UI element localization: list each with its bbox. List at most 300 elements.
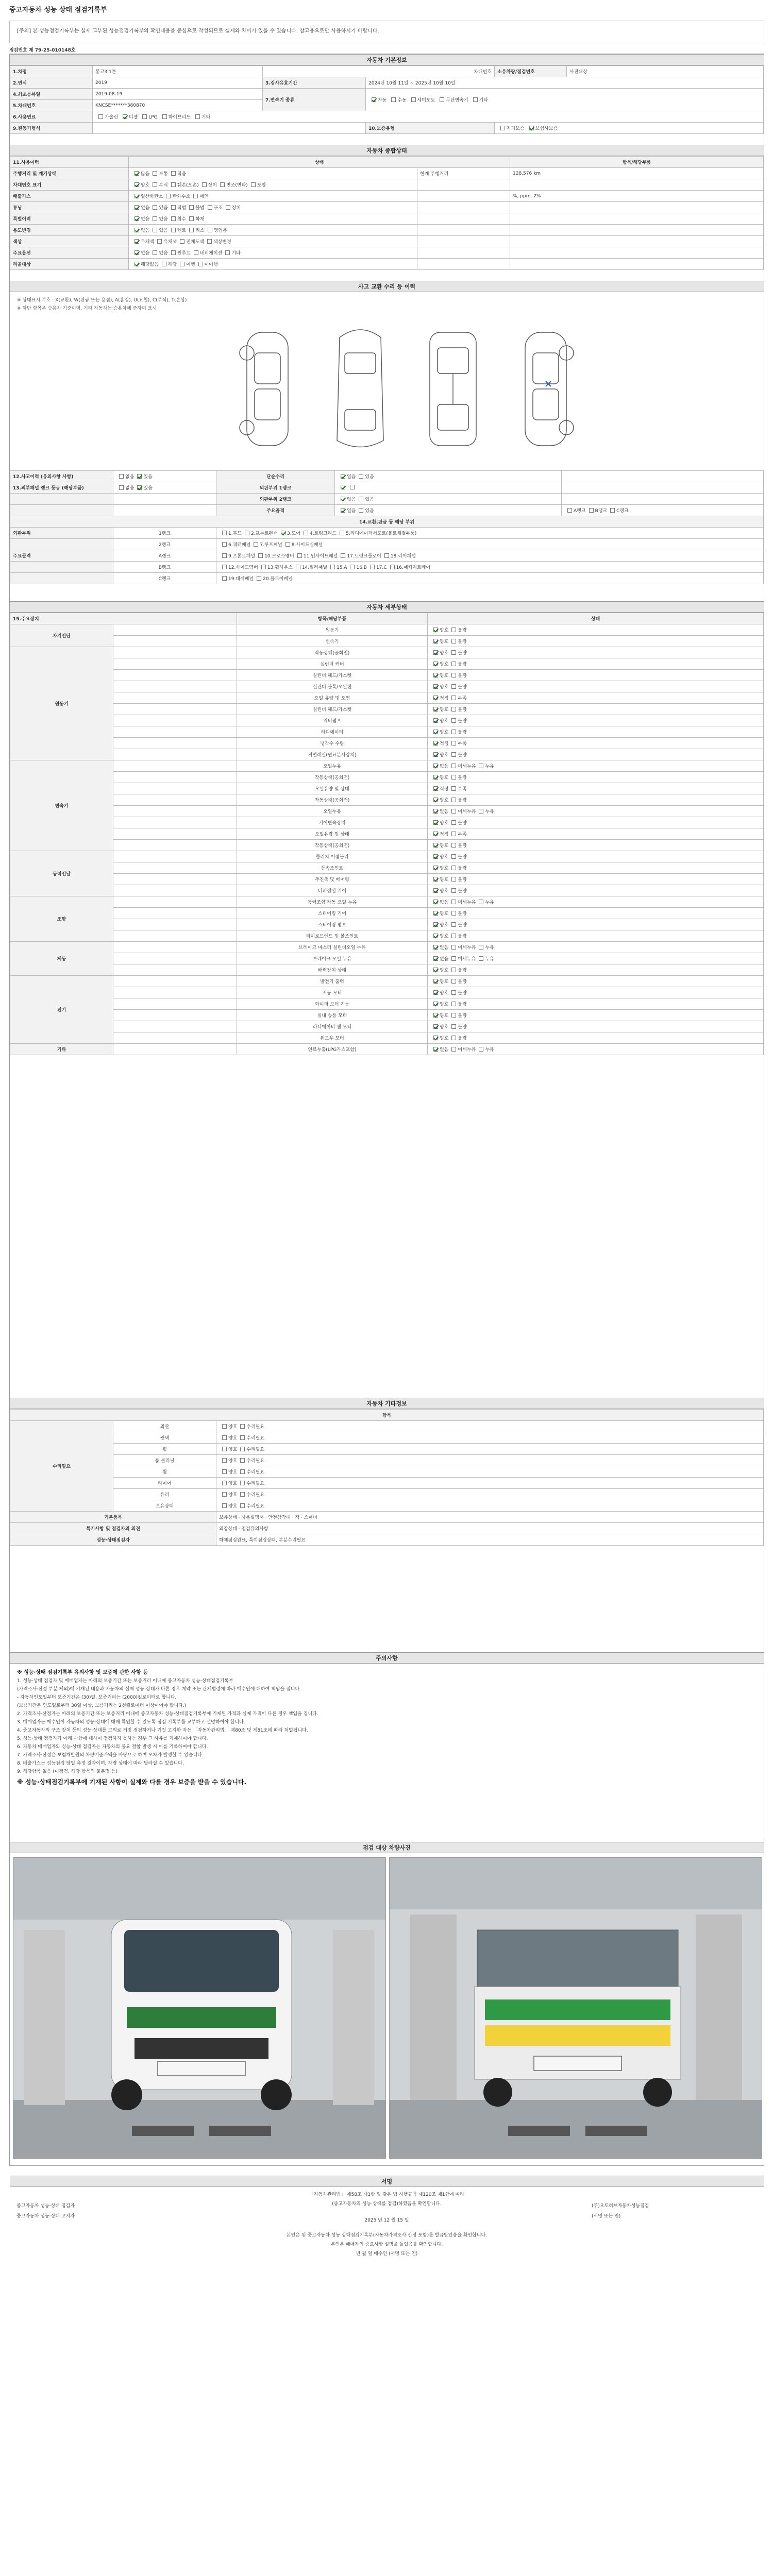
checkbox[interactable] bbox=[222, 1503, 227, 1508]
checkbox[interactable] bbox=[370, 565, 375, 569]
general-item-extra bbox=[417, 179, 510, 191]
option-label: 양호 bbox=[228, 1504, 238, 1509]
checkbox[interactable] bbox=[451, 639, 456, 643]
checkbox-checked[interactable] bbox=[433, 696, 438, 700]
checkbox[interactable] bbox=[479, 945, 483, 950]
checkbox[interactable] bbox=[451, 1002, 456, 1006]
table-row bbox=[10, 202, 764, 213]
detail-sub bbox=[113, 738, 237, 749]
checkbox-checked[interactable] bbox=[135, 182, 139, 187]
table-row bbox=[10, 1421, 764, 1432]
checkbox-checked[interactable] bbox=[433, 945, 438, 950]
checkbox[interactable] bbox=[350, 565, 355, 569]
table-row bbox=[10, 1500, 764, 1512]
general-state-table bbox=[10, 156, 764, 270]
option-label: 불량 bbox=[458, 866, 467, 871]
option-label: 수리필요 bbox=[246, 1493, 265, 1498]
checkbox[interactable] bbox=[390, 565, 395, 569]
checkbox[interactable] bbox=[297, 553, 302, 558]
detail-item-state bbox=[428, 998, 764, 1010]
checkbox-checked[interactable] bbox=[135, 250, 139, 255]
damage-item-rank bbox=[562, 494, 764, 505]
checkbox-checked[interactable] bbox=[433, 639, 438, 643]
checkbox[interactable] bbox=[142, 114, 147, 119]
checkbox[interactable] bbox=[222, 531, 227, 535]
checkbox[interactable] bbox=[359, 497, 363, 501]
checkbox[interactable] bbox=[258, 553, 263, 558]
option-label: B랭크 bbox=[595, 509, 608, 514]
option-label: 기타 bbox=[479, 98, 488, 103]
checkbox-checked[interactable] bbox=[433, 730, 438, 734]
checkbox-checked[interactable] bbox=[433, 877, 438, 882]
checkbox[interactable] bbox=[189, 228, 194, 232]
checkbox[interactable] bbox=[285, 542, 290, 547]
checkbox[interactable] bbox=[451, 741, 456, 745]
damage-item-options bbox=[335, 482, 562, 494]
checkbox[interactable] bbox=[222, 542, 227, 547]
checkbox[interactable] bbox=[451, 911, 456, 916]
checkbox[interactable] bbox=[304, 531, 308, 535]
option-label: 장치 bbox=[231, 206, 241, 211]
option-label: 불량 bbox=[458, 707, 467, 713]
checkbox[interactable] bbox=[451, 1013, 456, 1018]
detail-item-state bbox=[428, 670, 764, 681]
checkbox[interactable] bbox=[180, 239, 184, 244]
parts-group bbox=[10, 539, 113, 550]
checkbox-checked[interactable] bbox=[433, 798, 438, 802]
checkbox-checked[interactable] bbox=[137, 485, 142, 490]
checkbox[interactable] bbox=[610, 508, 615, 513]
checkbox[interactable] bbox=[440, 97, 444, 102]
notes-emphasis: ※ 성능·상태점검기록부에 기재된 사항이 실제와 다를 경우 보증을 받을 수 있습니다. bbox=[17, 1778, 247, 1786]
checkbox-checked[interactable] bbox=[433, 979, 438, 984]
checkbox-checked[interactable] bbox=[281, 531, 285, 535]
table-row bbox=[10, 236, 764, 247]
checkbox[interactable] bbox=[296, 565, 300, 569]
checkbox[interactable] bbox=[451, 843, 456, 848]
detail-sub bbox=[113, 840, 237, 851]
checkbox[interactable] bbox=[194, 250, 198, 255]
checkbox-checked[interactable] bbox=[433, 820, 438, 825]
table-row bbox=[10, 930, 764, 942]
checkbox[interactable] bbox=[451, 809, 456, 814]
table-row bbox=[10, 998, 764, 1010]
table-row bbox=[10, 168, 764, 179]
general-item-value bbox=[510, 225, 764, 236]
extra-item-state bbox=[216, 1489, 764, 1500]
checkbox[interactable] bbox=[451, 1024, 456, 1029]
sign-line: 본인은 위 중고자동차 성능·상태점검기록부(자동차가격조사·산정 포함)를 발급받았음을 확인합니다. bbox=[286, 2233, 488, 2238]
notifier-label: 중고자동차 성능·상태 고지자 bbox=[16, 2214, 75, 2219]
parts-group: 외판부위 bbox=[10, 528, 113, 539]
option-label: 수리필요 bbox=[246, 1470, 265, 1475]
checkbox-checked[interactable] bbox=[433, 1047, 438, 1052]
option-label: 불량 bbox=[458, 889, 467, 894]
checkbox[interactable] bbox=[330, 565, 335, 569]
checkbox-checked[interactable] bbox=[433, 650, 438, 655]
checkbox[interactable] bbox=[189, 216, 194, 221]
checkbox[interactable] bbox=[207, 239, 212, 244]
checkbox[interactable] bbox=[240, 1469, 245, 1474]
parts-list bbox=[216, 562, 764, 573]
checkbox[interactable] bbox=[202, 182, 207, 187]
checkbox[interactable] bbox=[451, 752, 456, 757]
checkbox[interactable] bbox=[153, 182, 157, 187]
checkbox[interactable] bbox=[451, 628, 456, 632]
checkbox[interactable] bbox=[119, 485, 124, 490]
table-row bbox=[10, 817, 764, 828]
checkbox-checked[interactable] bbox=[433, 673, 438, 677]
option-label: 불량 bbox=[458, 1025, 467, 1030]
checkbox[interactable] bbox=[451, 650, 456, 655]
checkbox-checked[interactable] bbox=[341, 485, 345, 489]
option-label: 수리필요 bbox=[246, 1459, 265, 1464]
option-label: 있음 bbox=[159, 217, 168, 222]
checkbox-checked[interactable] bbox=[433, 718, 438, 723]
notes-line: 5. 성능·상태 점검자가 아래 사항에 대하여 점검하지 못하는 경우 그 사유를 기재하여야 합니다. bbox=[17, 1736, 208, 1741]
checkbox[interactable] bbox=[451, 707, 456, 711]
checkbox[interactable] bbox=[240, 1481, 245, 1485]
checkbox[interactable] bbox=[245, 531, 249, 535]
notes-line: 1. 성능·상태 점검자 및 매매업자는 아래의 보증기간 또는 보증거리 이내에 중고자동차 성능·상태점검기록부 bbox=[17, 1679, 233, 1684]
table-row bbox=[10, 1466, 764, 1478]
checkbox[interactable] bbox=[451, 696, 456, 700]
option-label: 양호 bbox=[440, 1013, 449, 1019]
checkbox-checked[interactable] bbox=[433, 866, 438, 870]
parts-group: 주요골격 bbox=[10, 550, 113, 562]
checkbox[interactable] bbox=[153, 250, 157, 255]
checkbox[interactable] bbox=[451, 820, 456, 825]
checkbox[interactable] bbox=[359, 508, 363, 513]
checkbox-checked[interactable] bbox=[433, 786, 438, 791]
option-label: 침수 bbox=[177, 217, 187, 222]
detail-item-label: 실린더 커버 bbox=[237, 658, 428, 670]
checkbox[interactable] bbox=[261, 565, 266, 569]
checkbox-checked[interactable] bbox=[433, 956, 438, 961]
checkbox[interactable] bbox=[451, 968, 456, 972]
checkbox[interactable] bbox=[222, 565, 227, 569]
checkbox[interactable] bbox=[479, 956, 483, 961]
table-row bbox=[10, 726, 764, 738]
checkbox[interactable] bbox=[193, 194, 198, 198]
checkbox[interactable] bbox=[451, 934, 456, 938]
checkbox[interactable] bbox=[208, 205, 212, 210]
checkbox[interactable] bbox=[500, 126, 505, 130]
checkbox-checked[interactable] bbox=[433, 900, 438, 904]
option-label: 양호 bbox=[440, 1002, 449, 1007]
checkbox[interactable] bbox=[162, 262, 166, 266]
checkbox[interactable] bbox=[220, 182, 225, 187]
checkbox[interactable] bbox=[222, 1481, 227, 1485]
general-item-options bbox=[129, 168, 417, 179]
checkbox[interactable] bbox=[411, 97, 416, 102]
option-label: 해당없음 bbox=[141, 262, 159, 267]
checkbox[interactable] bbox=[340, 531, 344, 535]
basic-info-table bbox=[10, 65, 764, 134]
option-label: 불량 bbox=[458, 753, 467, 758]
checkbox[interactable] bbox=[222, 576, 227, 581]
checkbox[interactable] bbox=[198, 262, 203, 266]
table-row bbox=[10, 573, 764, 584]
checkbox[interactable] bbox=[225, 250, 230, 255]
option-label: 누유 bbox=[485, 957, 494, 962]
checkbox-checked[interactable] bbox=[123, 114, 127, 119]
option-label: 없음 bbox=[141, 217, 150, 222]
checkbox[interactable] bbox=[451, 832, 456, 836]
damage-item-options bbox=[335, 471, 562, 482]
detail-item-state bbox=[428, 658, 764, 670]
detail-sub bbox=[113, 1044, 237, 1055]
table-row bbox=[10, 681, 764, 692]
checkbox-checked[interactable] bbox=[433, 1024, 438, 1029]
checkbox[interactable] bbox=[451, 764, 456, 768]
option-label: 미세누유 bbox=[458, 1047, 476, 1053]
extra-item-label: 외관 bbox=[113, 1421, 216, 1432]
checkbox-checked[interactable] bbox=[135, 239, 139, 244]
checkbox[interactable] bbox=[119, 474, 124, 479]
checkbox[interactable] bbox=[391, 97, 396, 102]
checkbox-checked[interactable] bbox=[135, 216, 139, 221]
option-label: 훼손(오손) bbox=[177, 183, 199, 188]
warranty-options bbox=[495, 123, 764, 134]
option-label: 불량 bbox=[458, 639, 467, 645]
checkbox-checked[interactable] bbox=[433, 752, 438, 757]
checkbox[interactable] bbox=[451, 922, 456, 927]
checkbox[interactable] bbox=[171, 216, 176, 221]
checkbox-checked[interactable] bbox=[433, 741, 438, 745]
checkbox-checked[interactable] bbox=[433, 1002, 438, 1006]
detail-item-state bbox=[428, 840, 764, 851]
checkbox[interactable] bbox=[451, 979, 456, 984]
detail-sub bbox=[113, 953, 237, 964]
option-label: 14.필러패널 bbox=[301, 565, 327, 570]
checkbox[interactable] bbox=[153, 228, 157, 232]
option-label: 없음 bbox=[440, 900, 449, 905]
detail-item-label: 오일누유 bbox=[237, 806, 428, 817]
checkbox[interactable] bbox=[222, 553, 227, 558]
checkbox[interactable] bbox=[451, 718, 456, 723]
option-label: 수리필요 bbox=[246, 1447, 265, 1452]
checkbox[interactable] bbox=[157, 239, 162, 244]
checkbox[interactable] bbox=[451, 990, 456, 995]
checkbox[interactable] bbox=[473, 97, 478, 102]
checkbox[interactable] bbox=[153, 171, 157, 176]
option-label: 적음 bbox=[177, 172, 187, 177]
checkbox[interactable] bbox=[166, 194, 171, 198]
table-row bbox=[10, 896, 764, 908]
table-row bbox=[10, 942, 764, 953]
checkbox[interactable] bbox=[171, 228, 176, 232]
option-label: 양호 bbox=[228, 1436, 238, 1441]
checkbox[interactable] bbox=[451, 786, 456, 791]
detail-sub bbox=[113, 760, 237, 772]
checkbox[interactable] bbox=[451, 866, 456, 870]
checkbox[interactable] bbox=[479, 764, 483, 768]
checkbox[interactable] bbox=[451, 945, 456, 950]
checkbox[interactable] bbox=[171, 171, 176, 176]
option-label: 미이행 bbox=[204, 262, 218, 267]
checkbox-checked[interactable] bbox=[433, 707, 438, 711]
detail-item-label: 연료누출(LPG가스포함) bbox=[237, 1044, 428, 1055]
checkbox[interactable] bbox=[384, 553, 389, 558]
table-row bbox=[10, 471, 764, 482]
checkbox[interactable] bbox=[171, 250, 176, 255]
table-row bbox=[10, 738, 764, 749]
checkbox-checked[interactable] bbox=[135, 228, 139, 232]
checkbox[interactable] bbox=[479, 1047, 483, 1052]
checkbox[interactable] bbox=[222, 1492, 227, 1497]
checkbox-checked[interactable] bbox=[341, 474, 345, 479]
checkbox[interactable] bbox=[567, 508, 572, 513]
checkbox[interactable] bbox=[451, 775, 456, 779]
extra-item-state bbox=[216, 1466, 764, 1478]
checkbox-checked[interactable] bbox=[135, 205, 139, 210]
checkbox[interactable] bbox=[359, 474, 363, 479]
checkbox[interactable] bbox=[222, 1435, 227, 1440]
checkbox-checked[interactable] bbox=[135, 194, 139, 198]
checkbox-checked[interactable] bbox=[135, 171, 139, 176]
checkbox[interactable] bbox=[451, 1036, 456, 1040]
checkbox-checked[interactable] bbox=[433, 662, 438, 666]
table-row bbox=[10, 874, 764, 885]
checkbox[interactable] bbox=[240, 1447, 245, 1451]
checkbox[interactable] bbox=[222, 1469, 227, 1474]
checkbox-checked[interactable] bbox=[433, 922, 438, 927]
checkbox[interactable] bbox=[341, 553, 345, 558]
checkbox[interactable] bbox=[195, 114, 200, 119]
section-basic-title: 자동차 기본정보 bbox=[10, 54, 764, 65]
checkbox[interactable] bbox=[451, 684, 456, 689]
detail-item-label: 오일 유량 및 오염 bbox=[237, 692, 428, 704]
checkbox-checked[interactable] bbox=[433, 888, 438, 893]
checkbox-checked[interactable] bbox=[433, 934, 438, 938]
extra-value: 보유상태 · 사용설명서 · 안전삼각대 · 잭 · 스패너 bbox=[216, 1512, 764, 1523]
table-row bbox=[10, 1032, 764, 1044]
checkbox-checked[interactable] bbox=[433, 1013, 438, 1018]
option-label: 있음 bbox=[143, 474, 153, 480]
option-label: 불량 bbox=[458, 991, 467, 996]
detail-sub bbox=[113, 930, 237, 942]
option-label: 불량 bbox=[458, 855, 467, 860]
checkbox[interactable] bbox=[451, 798, 456, 802]
checkbox[interactable] bbox=[240, 1424, 245, 1429]
checkbox-checked[interactable] bbox=[433, 684, 438, 689]
checkbox[interactable] bbox=[451, 673, 456, 677]
option-label: 불량 bbox=[458, 934, 467, 939]
checkbox[interactable] bbox=[180, 262, 184, 266]
checkbox[interactable] bbox=[240, 1458, 245, 1463]
option-label: 양호 bbox=[440, 1036, 449, 1041]
checkbox-checked[interactable] bbox=[433, 968, 438, 972]
checkbox-checked[interactable] bbox=[372, 97, 376, 102]
checkbox[interactable] bbox=[240, 1435, 245, 1440]
checkbox[interactable] bbox=[479, 809, 483, 814]
checkbox[interactable] bbox=[189, 205, 194, 210]
option-label: 없음 bbox=[141, 228, 150, 233]
checkbox-checked[interactable] bbox=[433, 911, 438, 916]
checkbox-checked[interactable] bbox=[341, 508, 345, 513]
detail-sub bbox=[113, 1021, 237, 1032]
checkbox-checked[interactable] bbox=[433, 628, 438, 632]
checkbox[interactable] bbox=[208, 228, 212, 232]
checkbox-checked[interactable] bbox=[433, 832, 438, 836]
checkbox[interactable] bbox=[171, 182, 176, 187]
checkbox[interactable] bbox=[451, 900, 456, 904]
extra-item-label: 룸 클리닝 bbox=[113, 1455, 216, 1466]
checkbox[interactable] bbox=[451, 1047, 456, 1052]
checkbox[interactable] bbox=[257, 576, 261, 581]
checkbox[interactable] bbox=[226, 205, 230, 210]
checkbox-checked[interactable] bbox=[341, 497, 345, 501]
table-row bbox=[10, 647, 764, 658]
checkbox-checked[interactable] bbox=[135, 262, 139, 266]
option-label: 유채색 bbox=[163, 240, 177, 245]
car-rear-view-icon bbox=[430, 332, 476, 446]
table-row bbox=[10, 191, 764, 202]
checkbox[interactable] bbox=[162, 114, 167, 119]
checkbox-checked[interactable] bbox=[433, 775, 438, 779]
detail-item-state bbox=[428, 760, 764, 772]
checkbox[interactable] bbox=[153, 216, 157, 221]
damage-item-label: 13.외부패널 랭크 등급 (해당부품) bbox=[10, 482, 113, 494]
option-label: 1.후드 bbox=[228, 531, 242, 536]
checkbox[interactable] bbox=[98, 114, 103, 119]
detail-item-state bbox=[428, 851, 764, 862]
option-label: 없음 bbox=[440, 945, 449, 951]
basic-value: 2024년 10월 11일 ~ 2025년 10월 10일 bbox=[366, 77, 764, 89]
parts-title: 14.교환,판금 등 해당 부위 bbox=[10, 516, 764, 528]
detail-sub bbox=[113, 828, 237, 840]
checkbox-checked[interactable] bbox=[137, 474, 142, 479]
checkbox[interactable] bbox=[222, 1447, 227, 1451]
checkbox-checked[interactable] bbox=[433, 990, 438, 995]
checkbox-checked[interactable] bbox=[529, 126, 534, 130]
option-label: 수리필요 bbox=[246, 1481, 265, 1486]
detail-sub bbox=[113, 987, 237, 998]
detail-sub bbox=[113, 692, 237, 704]
checkbox-checked[interactable] bbox=[433, 843, 438, 848]
checkbox[interactable] bbox=[589, 508, 594, 513]
general-item-options bbox=[129, 191, 417, 202]
checkbox[interactable] bbox=[479, 900, 483, 904]
option-label: 탄화수소 bbox=[172, 194, 191, 199]
checkbox-checked[interactable] bbox=[433, 809, 438, 814]
checkbox[interactable] bbox=[451, 956, 456, 961]
checkbox[interactable] bbox=[451, 854, 456, 859]
checkbox[interactable] bbox=[451, 730, 456, 734]
checkbox[interactable] bbox=[451, 877, 456, 882]
checkbox[interactable] bbox=[240, 1492, 245, 1497]
checkbox[interactable] bbox=[240, 1503, 245, 1508]
checkbox[interactable] bbox=[153, 205, 157, 210]
option-label: 15.A bbox=[336, 565, 347, 570]
checkbox[interactable] bbox=[222, 1458, 227, 1463]
checkbox-checked[interactable] bbox=[433, 764, 438, 768]
table-row bbox=[10, 760, 764, 772]
checkbox[interactable] bbox=[254, 542, 258, 547]
checkbox[interactable] bbox=[451, 662, 456, 666]
report-page bbox=[9, 0, 764, 2576]
checkbox[interactable] bbox=[251, 182, 256, 187]
checkbox[interactable] bbox=[222, 1424, 227, 1429]
checkbox[interactable] bbox=[171, 205, 176, 210]
checkbox[interactable] bbox=[350, 485, 355, 489]
checkbox[interactable] bbox=[451, 888, 456, 893]
option-label: 양호 bbox=[440, 877, 449, 883]
extra-item-label: 휠 bbox=[113, 1466, 216, 1478]
checkbox-checked[interactable] bbox=[433, 1036, 438, 1040]
checkbox-checked[interactable] bbox=[433, 854, 438, 859]
